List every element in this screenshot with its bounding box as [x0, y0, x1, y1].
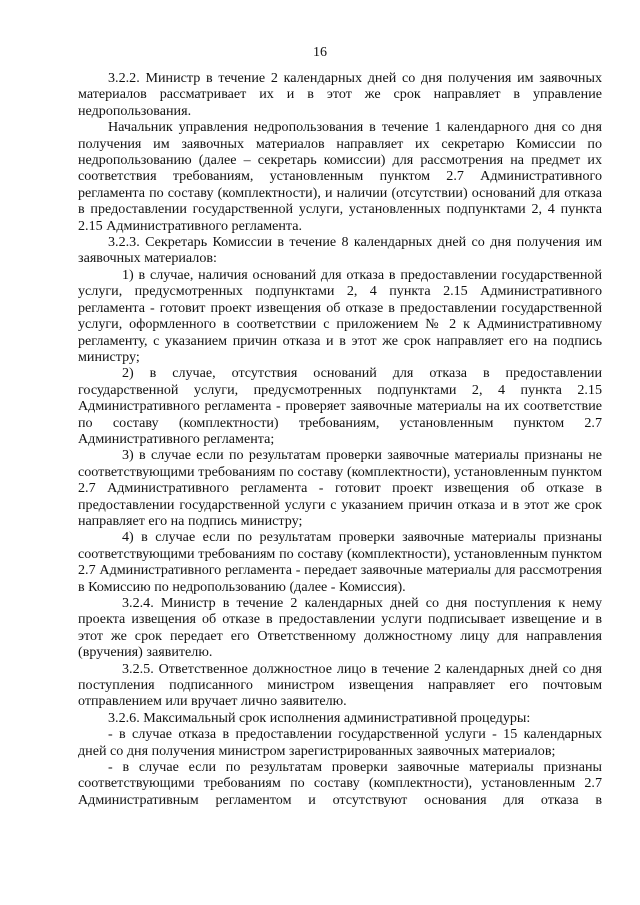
term-item-refusal: - в случае отказа в предоставлении государственной услуги - 15 календарных дней со дня получения министром зарегистрированных заявочных материалов;	[78, 726, 602, 759]
paragraph-3-2-4: 3.2.4. Министр в течение 2 календарных дней со дня поступления к нему проекта извещения об отказе в предоставлении услуги подписывает извещение и в этот же срок передает его Ответственному должностному лицу для направления (вручения) заявителю.	[78, 595, 602, 661]
paragraph-head-of-department: Начальник управления недропользования в течение 1 календарного дня со дня получения им заявочных материалов направляет их секретарю Комиссии по недропользованию (далее – секретарь комиссии) для рассмотрения на предмет их соответствия требованиям, установленным пунктом 2.7 Административного регламента по составу (комплектности), и наличии (отсутствии) оснований для отказа в предоставлении государственной услуги, установленных подпунктами 2, 4 пункта 2.15 Административного регламента.	[78, 119, 602, 234]
list-item-4: 4) в случае если по результатам проверки заявочные материалы признаны соответствующими требованиям по составу (комплектности), установленным пунктом 2.7 Административного регламента - передает заявочные материалы для рассмотрения в Комиссию по недропользованию (далее - Комиссия).	[78, 529, 602, 595]
list-item-2: 2) в случае, отсутствия оснований для отказа в предоставлении государственной услуги, предусмотренных подпунктами 2, 4 пункта 2.15 Административного регламента - проверяет заявочные материалы на их соответствие по составу (комплектности) требованиям, установленным пунктом 2.7 Административного регламента;	[78, 365, 602, 447]
list-item-3: 3) в случае если по результатам проверки заявочные материалы признаны не соответствующими требованиям по составу (комплектности), установленным пунктом 2.7 Административного регламента - готовит проект извещения об отказе в предоставлении государственной услуги с указанием причин отказа и в этот же срок направляет его на подпись министру;	[78, 447, 602, 529]
paragraph-3-2-3: 3.2.3. Секретарь Комиссии в течение 8 календарных дней со дня получения им заявочных материалов:	[78, 234, 602, 267]
term-item-compliance: - в случае если по результатам проверки заявочные материалы признаны соответствующими требованиям по составу (комплектности), установленным 2.7 Административным регламентом и отсутствуют основания для отказа в	[78, 759, 602, 808]
paragraph-3-2-5: 3.2.5. Ответственное должностное лицо в течение 2 календарных дней со дня поступления подписанного министром извещения направляет его почтовым отправлением или вручает лично заявителю.	[78, 660, 602, 710]
paragraph-3-2-2: 3.2.2. Министр в течение 2 календарных дней со дня получения им заявочных материалов рассматривает их и в этот же срок направляет в управление недропользования.	[78, 70, 602, 119]
list-item-1: 1) в случае, наличия оснований для отказа в предоставлении государственной услуги, предусмотренных подпунктами 2, 4 пункта 2.15 Административного регламента - готовит проект извещения об отказе в предоставлении государственной услуги, оформленного в соответствии с приложением № 2 к Административному регламенту, с указанием причин отказа и в этот же срок направляет его на подпись министру;	[78, 266, 602, 365]
paragraph-3-2-6: 3.2.6. Максимальный срок исполнения административной процедуры:	[108, 709, 531, 726]
document-body	[78, 70, 602, 808]
page-number: 16	[313, 45, 327, 60]
